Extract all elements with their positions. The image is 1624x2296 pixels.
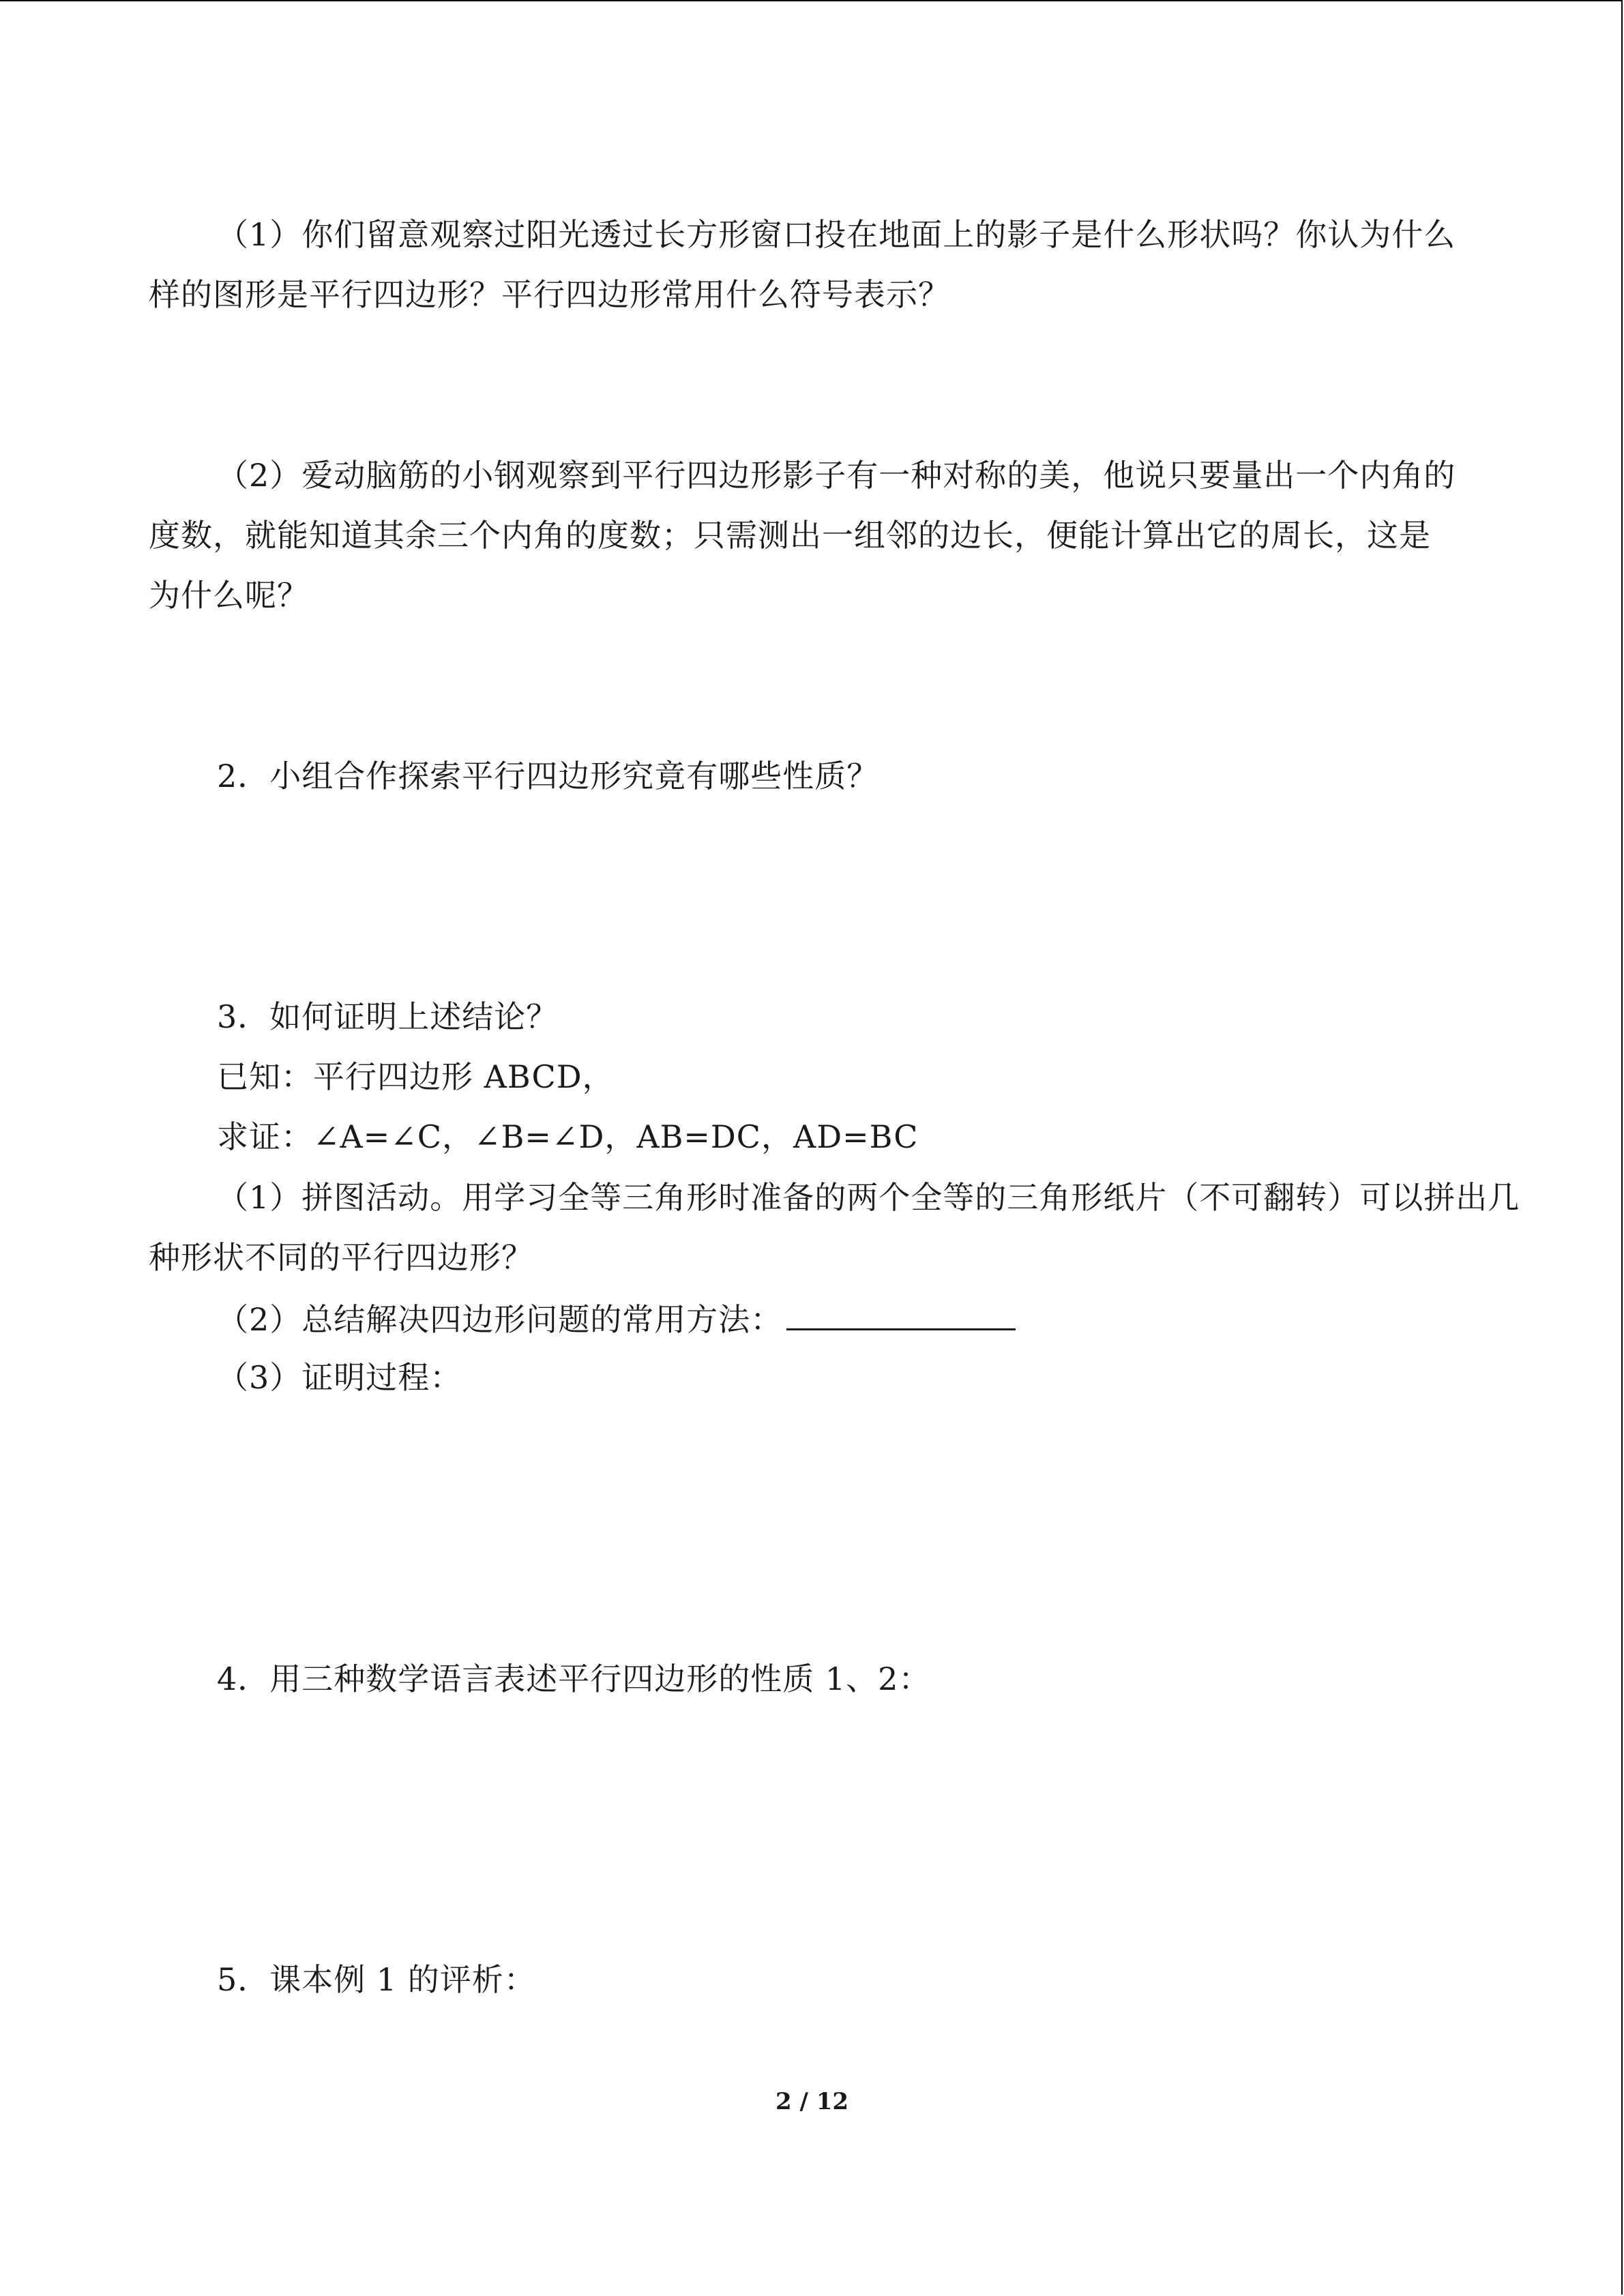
question-3-prove: 求证：∠A=∠C，∠B=∠D，AB=DC，AD=BC (217, 1118, 919, 1155)
question-2: 2．小组合作探索平行四边形究竟有哪些性质？ (217, 758, 879, 794)
question-3-1-line-2: 种形状不同的平行四边形？ (149, 1239, 533, 1276)
question-3-2-text: （2）总结解决四边形问题的常用方法： (217, 1301, 783, 1338)
question-1-2-line-3: 为什么呢？ (149, 577, 309, 614)
question-3-3: （3）证明过程： (217, 1359, 462, 1396)
question-3-2 (217, 1297, 1016, 1340)
question-3-1-line-1: （1）拼图活动。用学习全等三角形时准备的两个全等的三角形纸片（不可翻转）可以拼出几 (217, 1179, 1520, 1216)
answer-blank[interactable] (786, 1297, 1016, 1330)
question-1-2-line-2: 度数，就能知道其余三个内角的度数；只需测出一组邻的边长，便能计算出它的周长，这是 (149, 517, 1431, 554)
question-3: 3．如何证明上述结论？ (217, 998, 559, 1035)
question-1-1-line-2: 样的图形是平行四边形？平行四边形常用什么符号表示？ (149, 276, 950, 313)
question-4: 4．用三种数学语言表述平行四边形的性质 1、2： (217, 1660, 931, 1697)
question-1-2-line-1: （2）爱动脑筋的小钢观察到平行四边形影子有一种对称的美，他说只要量出一个内角的 (217, 457, 1456, 494)
page-number: 2 / 12 (775, 2088, 849, 2115)
question-1-1-line-1: （1）你们留意观察过阳光透过长方形窗口投在地面上的影子是什么形状吗？你认为什么 (217, 216, 1456, 253)
question-3-given: 已知：平行四边形 ABCD， (217, 1058, 615, 1095)
question-5: 5．课本例 1 的评析： (217, 1961, 536, 1998)
